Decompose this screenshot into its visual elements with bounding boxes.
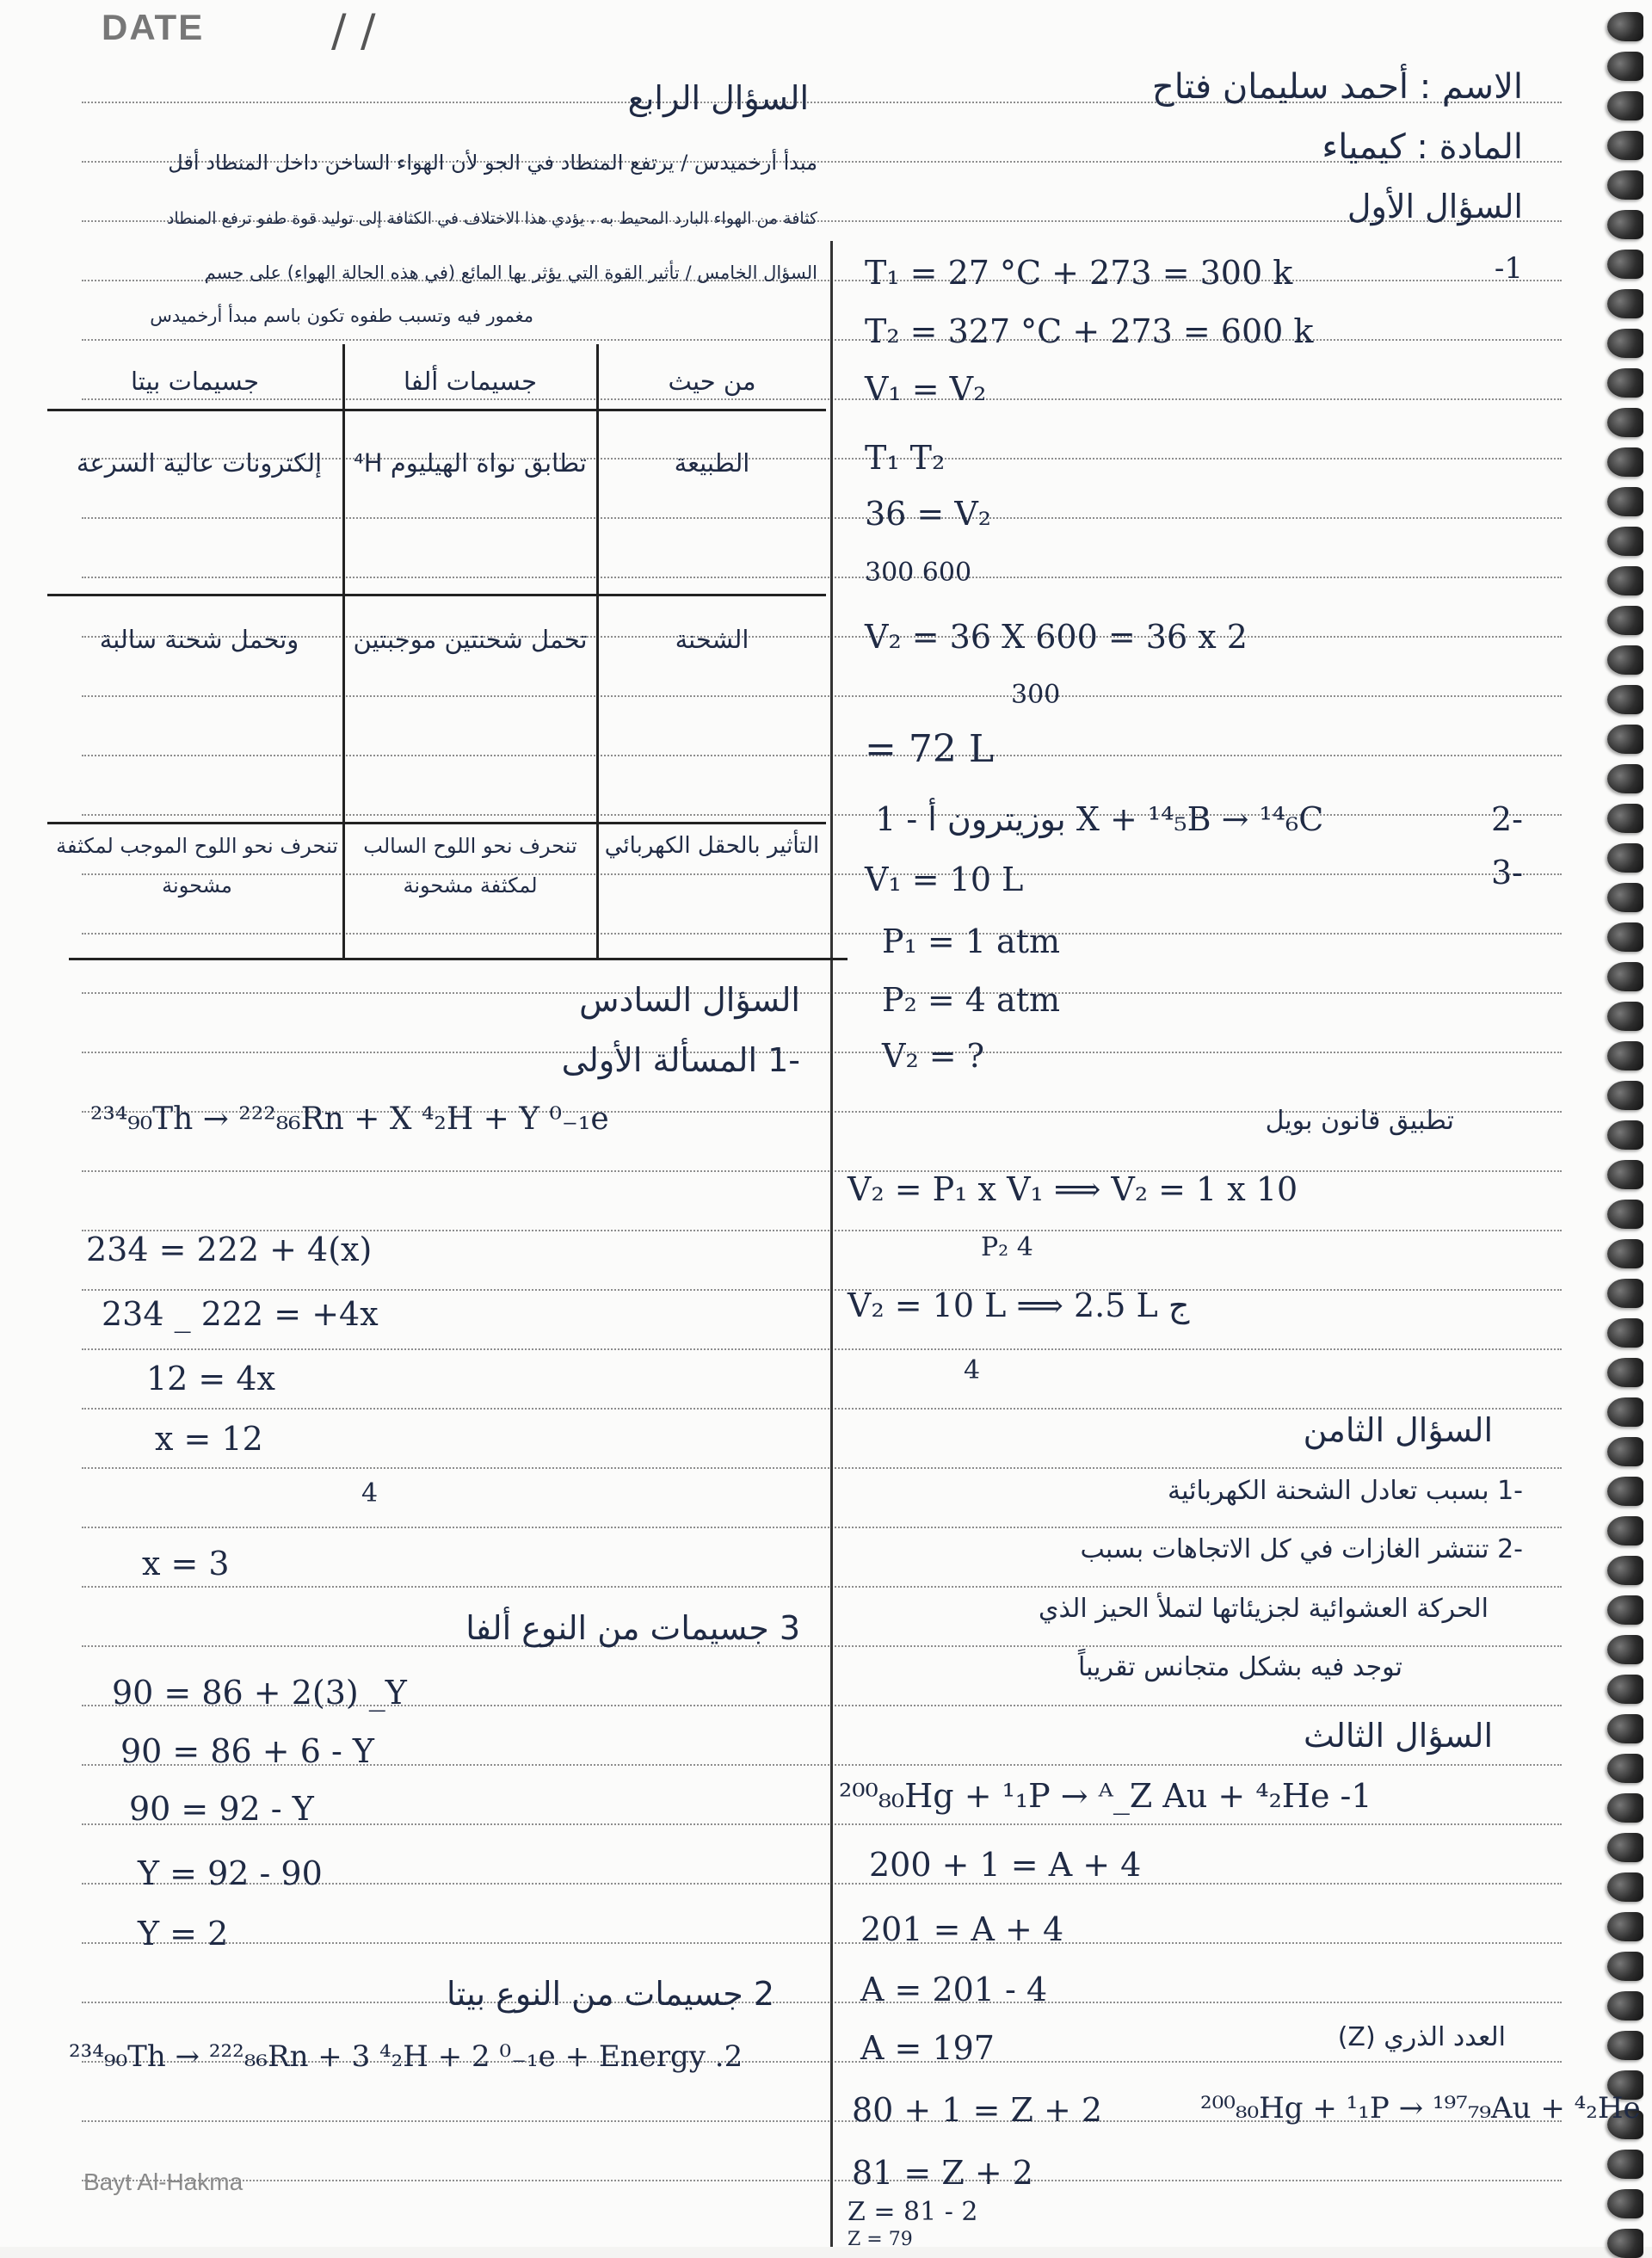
- q6-subtitle: -1 المسألة الأولى: [561, 1041, 800, 1079]
- spiral-ring: [1607, 606, 1643, 635]
- q6-line-2: 234 = 222 + 4(x): [86, 1231, 373, 1268]
- table-row3-beta: تنحرف نحو اللوح الموجب لمكثفة مشحونة: [56, 834, 338, 898]
- q2-number: 2-: [1490, 800, 1523, 838]
- q3-boyle-law: تطبيق قانون بويل: [1265, 1106, 1454, 1136]
- q4-title: السؤال الرابع: [627, 79, 809, 117]
- spiral-ring: [1607, 1952, 1643, 1981]
- spiral-ring: [1607, 843, 1643, 873]
- spiral-ring: [1607, 1239, 1643, 1268]
- q4-line-2: كثافة من الهواء البارد المحيط به ، يؤدي هذا الاختلاف في الكثافة إلى توليد قوة طفو ترفع المنطاد: [166, 209, 817, 228]
- ruled-line: [82, 1348, 1562, 1350]
- q3b-item-4: A = 201 - 4: [860, 1971, 1048, 2008]
- spiral-ring: [1607, 210, 1643, 239]
- column-divider: [830, 241, 833, 2247]
- q6-title: السؤال السادس: [579, 981, 800, 1019]
- spiral-ring: [1607, 922, 1643, 952]
- table-row1-alpha: تطابق نواة الهيليوم ⁴H: [354, 448, 587, 478]
- q8-item-2: -2 تنتشر الغازات في كل الاتجاهات بسبب: [1080, 1534, 1523, 1564]
- spiral-ring: [1607, 1714, 1643, 1743]
- q6-line-6: 4: [361, 1478, 379, 1508]
- q3-line-9: 4: [964, 1355, 981, 1385]
- spiral-ring: [1607, 2189, 1643, 2218]
- q6-line-5: x = 12: [155, 1420, 263, 1458]
- table-header-criterion: من حيث: [668, 367, 756, 396]
- spiral-ring: [1607, 2031, 1643, 2060]
- q8-item-1: -1 بسبب تعادل الشحنة الكهربائية: [1168, 1476, 1523, 1506]
- spiral-ring: [1607, 883, 1643, 912]
- spiral-ring: [1607, 1041, 1643, 1070]
- alpha-beta-comparison-table: [47, 344, 826, 958]
- ruled-line: [82, 992, 1562, 994]
- spiral-ring: [1607, 1477, 1643, 1506]
- q3b-item-8: 81 = Z + 2: [852, 2154, 1033, 2192]
- ruled-line: [82, 1586, 1562, 1588]
- q8-item-4: توجد فيه بشكل متجانس تقريباً: [1077, 1652, 1402, 1682]
- table-row2-beta: وتحمل شحنة سالبة: [99, 625, 299, 654]
- q1-line-1: T₁ = 27 °C + 273 = 300 k: [865, 254, 1293, 292]
- q3b-final-equation: ²⁰⁰₈₀Hg + ¹₁P → ¹⁹⁷₇₉Au + ⁴₂He: [1200, 2091, 1641, 2125]
- q3b-item-6: العدد الذري (Z): [1337, 2022, 1506, 2052]
- spiral-ring: [1607, 1002, 1643, 1031]
- q3-line-2: P₁ = 1 atm: [882, 922, 1061, 960]
- spiral-ring: [1607, 1912, 1643, 1941]
- q1-item-number: -1: [1494, 251, 1523, 286]
- spiral-ring: [1607, 1160, 1643, 1189]
- spiral-ring: [1607, 962, 1643, 991]
- spiral-ring: [1607, 1200, 1643, 1229]
- q6-equation-1: ²³⁴₉₀Th → ²²²₈₆Rn + X ⁴₂H + Y ⁰₋₁e: [90, 1101, 609, 1137]
- spiral-ring: [1607, 527, 1643, 556]
- q3b-item-7: 80 + 1 = Z + 2: [852, 2091, 1103, 2129]
- table-header-beta: جسيمات بيتا: [130, 367, 260, 396]
- spiral-ring: [1607, 645, 1643, 675]
- spiral-ring: [1607, 764, 1643, 793]
- q3b-title: السؤال الثالث: [1304, 1717, 1493, 1755]
- q4-line-1: مبدأ أرخميدس / يرتفع المنطاد في الجو لأن الهواء الساخن داخل المنطاد أقل: [168, 151, 817, 175]
- q6-line-11: 90 = 92 - Y: [129, 1790, 314, 1828]
- q5-line-2: مغمور فيه وتسبب طفوه تكون باسم مبدأ أرخميدس: [150, 305, 533, 326]
- table-row2-criterion: الشحنة: [675, 625, 749, 654]
- spiral-ring: [1607, 1991, 1643, 2020]
- q6-line-13: Y = 2: [138, 1915, 229, 1953]
- spiral-ring: [1607, 250, 1643, 279]
- spiral-ring: [1607, 52, 1643, 81]
- q3b-item-1: ²⁰⁰₈₀Hg + ¹₁P → ᴬ_Z Au + ⁴₂He -1: [839, 1777, 1372, 1815]
- spiral-ring: [1607, 170, 1643, 200]
- spiral-ring: [1607, 804, 1643, 833]
- spiral-ring: [1607, 1358, 1643, 1387]
- q1-line-7: V₂ = 36 X 600 = 36 x 2: [865, 618, 1248, 656]
- spiral-ring: [1607, 487, 1643, 516]
- ruled-line: [82, 1052, 1562, 1053]
- date-label: DATE: [102, 7, 205, 47]
- spiral-ring: [1607, 2150, 1643, 2179]
- spiral-ring: [1607, 1081, 1643, 1110]
- q3-line-4: V₂ = ?: [882, 1037, 985, 1075]
- q8-item-3: الحركة العشوائية لجزيئاتها لتملأ الحيز الذي: [1039, 1594, 1489, 1624]
- spiral-ring: [1607, 1120, 1643, 1150]
- q1-line-3: V₁ = V₂: [865, 370, 987, 408]
- brand-watermark: Bayt Al-Hakma: [83, 2169, 243, 2195]
- q6-line-3: 234 _ 222 = +4x: [102, 1295, 379, 1333]
- q3b-item-5: A = 197: [860, 2029, 995, 2067]
- spiral-ring: [1607, 447, 1643, 477]
- q5-line-1: السؤال الخامس / تأثير القوة التي يؤثر بها المائع (في هذه الحالة الهواء) على جسم: [204, 262, 817, 283]
- spiral-ring: [1607, 1437, 1643, 1466]
- ruled-line: [82, 1645, 1562, 1647]
- table-row1-beta: إلكترونات عالية السرعة: [76, 448, 323, 478]
- q3b-item-2: 200 + 1 = A + 4: [869, 1846, 1142, 1884]
- date-slashes: / /: [331, 5, 376, 57]
- q3-line-8: V₂ = 10 L ⟹ 2.5 L ج: [848, 1286, 1190, 1324]
- q3-number: 3-: [1490, 854, 1523, 891]
- spiral-ring: [1607, 725, 1643, 754]
- q3b-item-3: 201 = A + 4: [860, 1910, 1064, 1948]
- q6-line-7: x = 3: [142, 1545, 230, 1582]
- q1-line-2: T₂ = 327 °C + 273 = 600 k: [865, 312, 1314, 350]
- table-row1-criterion: الطبيعة: [674, 448, 750, 478]
- q3-line-3: P₂ = 4 atm: [882, 981, 1061, 1019]
- q1-line-5: 36 = V₂: [865, 495, 992, 533]
- ruled-line: [82, 1467, 1562, 1469]
- q6-alpha-count: 3 جسيمات من النوع ألفا: [465, 1609, 800, 1647]
- q6-line-9: 90 = 86 + 2(3) _Y: [112, 1674, 407, 1712]
- spiral-ring: [1607, 1397, 1643, 1427]
- ruled-line: [82, 2180, 1562, 2181]
- q2-line: بوزيترون أ - 1 ‏‏ X + ¹⁴₅B → ¹⁴₆C: [865, 800, 1324, 838]
- ruled-line: [82, 1942, 1562, 1944]
- spiral-ring: [1607, 131, 1643, 160]
- q6-line-12: Y = 92 - 90: [138, 1854, 323, 1892]
- spiral-ring: [1607, 1793, 1643, 1823]
- ruled-line: [82, 339, 1562, 341]
- spiral-ring: [1607, 368, 1643, 398]
- spiral-ring: [1607, 408, 1643, 437]
- table-row2-alpha: تحمل شحنتين موجبتين: [353, 625, 588, 654]
- spiral-ring: [1607, 685, 1643, 714]
- ruled-line: [82, 1289, 1562, 1291]
- q1-line-4: T₁ T₂: [865, 439, 946, 477]
- q3b-item-10: Z = 79: [848, 2229, 913, 2250]
- table-header-alpha: جسيمات ألفا: [403, 367, 538, 396]
- table-row3-alpha: تنحرف نحو اللوح السالب لمكثفة مشحونة: [363, 834, 577, 898]
- q6-line-4: 12 = 4x: [146, 1360, 275, 1397]
- q1-line-8: 300: [1011, 680, 1061, 710]
- spiral-ring: [1607, 566, 1643, 595]
- table-row3-criterion: التأثير بالحقل الكهربائي: [604, 833, 820, 859]
- q3-line-6: V₂ = P₁ x V₁ ⟹ V₂ = 1 x 10: [848, 1170, 1298, 1208]
- ruled-line: [82, 1408, 1562, 1410]
- spiral-ring: [1607, 1318, 1643, 1348]
- spiral-ring: [1607, 2229, 1643, 2258]
- spiral-ring: [1607, 12, 1643, 41]
- spiral-ring: [1607, 1556, 1643, 1585]
- spiral-ring: [1607, 1516, 1643, 1545]
- spiral-ring: [1607, 1833, 1643, 1862]
- spiral-ring: [1607, 289, 1643, 318]
- spiral-binding: [1600, 0, 1652, 2247]
- ruled-line: [82, 1527, 1562, 1528]
- q8-title: السؤال الثامن: [1303, 1411, 1493, 1449]
- ruled-line: [82, 2002, 1562, 2003]
- spiral-ring: [1607, 1872, 1643, 1902]
- q3b-item-9: Z = 81 - 2: [848, 2197, 978, 2227]
- subject-line: المادة : كيمياء: [1322, 127, 1523, 167]
- q6-line-10: 90 = 86 + 6 - Y: [120, 1732, 374, 1770]
- q6-beta-count: 2 جسيمات من النوع بيتا: [447, 1975, 774, 2013]
- spiral-ring: [1607, 1279, 1643, 1308]
- student-name-line: الاسم : أحمد سليمان فتاح: [1151, 67, 1523, 107]
- spiral-ring: [1607, 1675, 1643, 1704]
- spiral-ring: [1607, 1754, 1643, 1783]
- spiral-ring: [1607, 329, 1643, 358]
- q1-answer: = 72 L: [865, 727, 995, 771]
- q3-line-7: P₂ 4: [981, 1232, 1033, 1262]
- spiral-ring: [1607, 1595, 1643, 1625]
- q1-line-6: 300 600: [865, 558, 972, 588]
- spiral-ring: [1607, 1635, 1643, 1664]
- spiral-ring: [1607, 91, 1643, 120]
- q1-title: السؤال الأول: [1347, 188, 1523, 225]
- ruled-line: [82, 1170, 1562, 1172]
- q6-final-equation: ²³⁴₉₀Th → ²²²₈₆Rn + 3 ⁴₂H + 2 ⁰₋₁e + Energy .2: [69, 2039, 743, 2074]
- q3-line-1: V₁ = 10 L: [865, 861, 1024, 898]
